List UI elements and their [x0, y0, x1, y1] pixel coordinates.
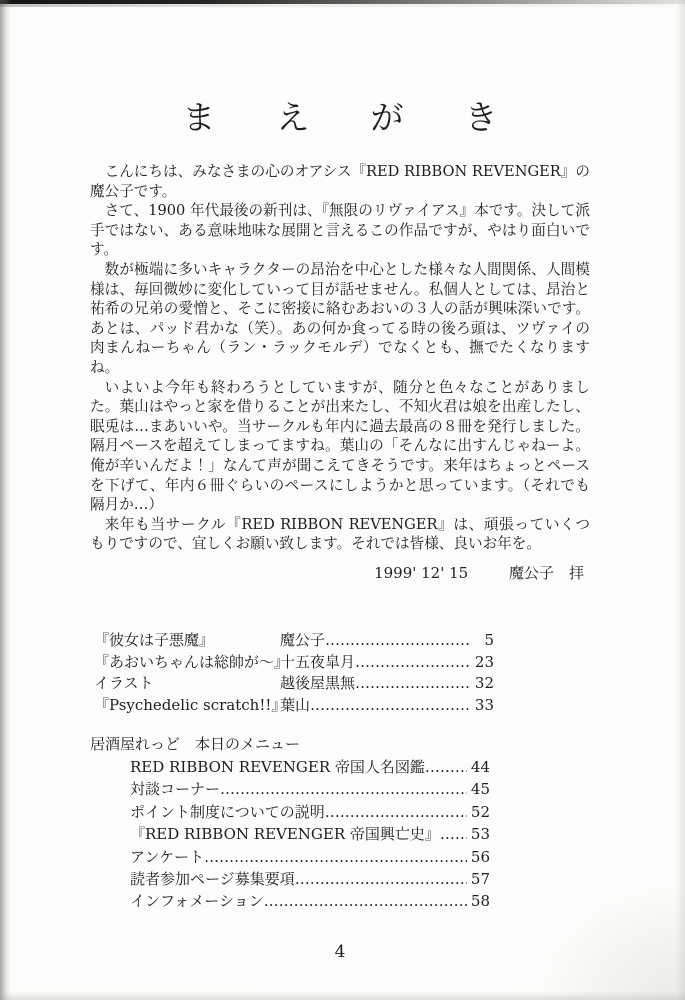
scan-left-edge	[0, 0, 11, 1000]
menu-item-page: 45	[470, 780, 490, 799]
leader-dots	[310, 696, 471, 714]
menu-row	[130, 868, 490, 890]
menu-row	[130, 756, 490, 778]
menu-heading: 居酒屋れっど 本日のメニュー	[90, 735, 301, 754]
leader-dots	[325, 631, 471, 649]
toc-row	[94, 672, 494, 694]
toc-row	[94, 651, 494, 673]
menu-item-page: 44	[470, 758, 490, 777]
page-title: まえがき	[182, 98, 559, 137]
toc-work-author: 葉山	[280, 696, 311, 715]
leader-dots	[325, 803, 467, 821]
toc-work-page: 32	[474, 674, 494, 693]
menu-row	[130, 846, 490, 868]
menu-row	[130, 890, 490, 912]
leader-dots	[440, 825, 467, 843]
leader-dots	[204, 848, 467, 866]
preface-paragraph-2: さて、1900 年代最後の新刊は、『無限のリヴァイアス』本です。決して派手ではない、ある意味地味な展開と言えるこの作品ですが、やはり面白いです。	[90, 202, 590, 259]
toc-works-section	[94, 629, 494, 716]
toc-work-title: 『Psychedelic scratch!!』	[94, 696, 287, 715]
menu-item-page: 57	[470, 870, 490, 889]
toc-work-title: イラスト	[94, 674, 154, 693]
menu-row	[130, 823, 490, 845]
menu-item-title: ポイント制度についての説明	[130, 802, 325, 821]
menu-item-title: 読者参加ページ募集要項	[130, 870, 295, 889]
leader-dots	[264, 892, 467, 910]
menu-row	[130, 778, 490, 800]
menu-item-title: アンケート	[130, 847, 205, 866]
leader-dots	[295, 870, 467, 888]
menu-item-page: 53	[470, 825, 490, 844]
toc-work-author: 越後屋黒無	[280, 674, 356, 693]
toc-work-page: 33	[474, 696, 494, 715]
menu-section	[130, 756, 490, 913]
signature-date: 1999' 12' 15	[374, 563, 469, 582]
menu-row	[130, 801, 490, 823]
menu-item-title: インフォメーション	[130, 892, 264, 911]
preface	[90, 162, 590, 554]
preface-paragraph-5: 来年も当サークル『RED RIBBON REVENGER』は、頑張っていくつもりですので、宜しくお願い致します。それでは皆様、良いお年を。	[90, 515, 590, 553]
leader-dots	[425, 758, 467, 776]
menu-item-title: 『RED RIBBON REVENGER 帝国興亡史』	[130, 825, 440, 844]
toc-work-page: 23	[474, 652, 494, 671]
menu-item-page: 58	[470, 892, 490, 911]
toc-work-author: 十五夜皐月	[280, 652, 356, 671]
toc-work-title: 『あおいちゃんは総帥が～』	[94, 652, 290, 671]
page-content	[90, 0, 590, 913]
preface-paragraph-4: いよいよ今年も終わろうとしていますが、随分と色々なことがありました。葉山はやっと家を借りることが出来たし、不知火君は娘を出産したし、眠兎は…まあいいや。当サークルも年内に過去最高の８冊を発行しました。隔月ペースを超えてしまってますね。葉山の「そんなに出すんじゃねーよ。俺が辛いんだよ！」なんて声が聞こえてきそうです。来年はちょっとペースを下げて、年内６冊ぐらいのペースにしようかと思っています。（それでも隔月か…）	[90, 378, 590, 514]
leader-dots	[220, 780, 467, 798]
leader-dots	[355, 674, 471, 692]
menu-item-page: 56	[470, 847, 490, 866]
toc-row	[94, 629, 494, 651]
toc-work-title: 『彼女は子悪魔』	[94, 630, 215, 649]
menu-item-page: 52	[470, 802, 490, 821]
preface-paragraph-1: こんにちは、みなさまの心のオアシス『RED RIBBON REVENGER』の魔公子です。	[90, 163, 590, 200]
toc-work-author: 魔公子	[280, 630, 326, 649]
page-number: 4	[334, 942, 346, 962]
menu-item-title: RED RIBBON REVENGER 帝国人名図鑑	[130, 758, 425, 777]
scan-right-edge	[676, 0, 685, 1000]
signature-name: 魔公子 拝	[508, 563, 584, 582]
leader-dots	[355, 653, 471, 671]
toc-work-page: 5	[484, 630, 494, 649]
toc-row	[94, 694, 494, 716]
signature	[90, 562, 590, 583]
preface-paragraph-3: 数が極端に多いキャラクターの昂治を中心とした様々な人間関係、人間模様は、毎回微妙に変化していって目が話せません。私個人としては、昂治と祐希の兄弟の愛憎と、そこに密接に絡むあおいの３人の話が興味深いです。あとは、パッド君かな（笑）。あの何か食ってる時の後ろ頭は、ツヴァイの肉まんねーちゃん（ラン・ラックモルデ）でなくとも、撫でたくなりますね。	[90, 260, 590, 376]
menu-item-title: 対談コーナー	[130, 780, 221, 799]
